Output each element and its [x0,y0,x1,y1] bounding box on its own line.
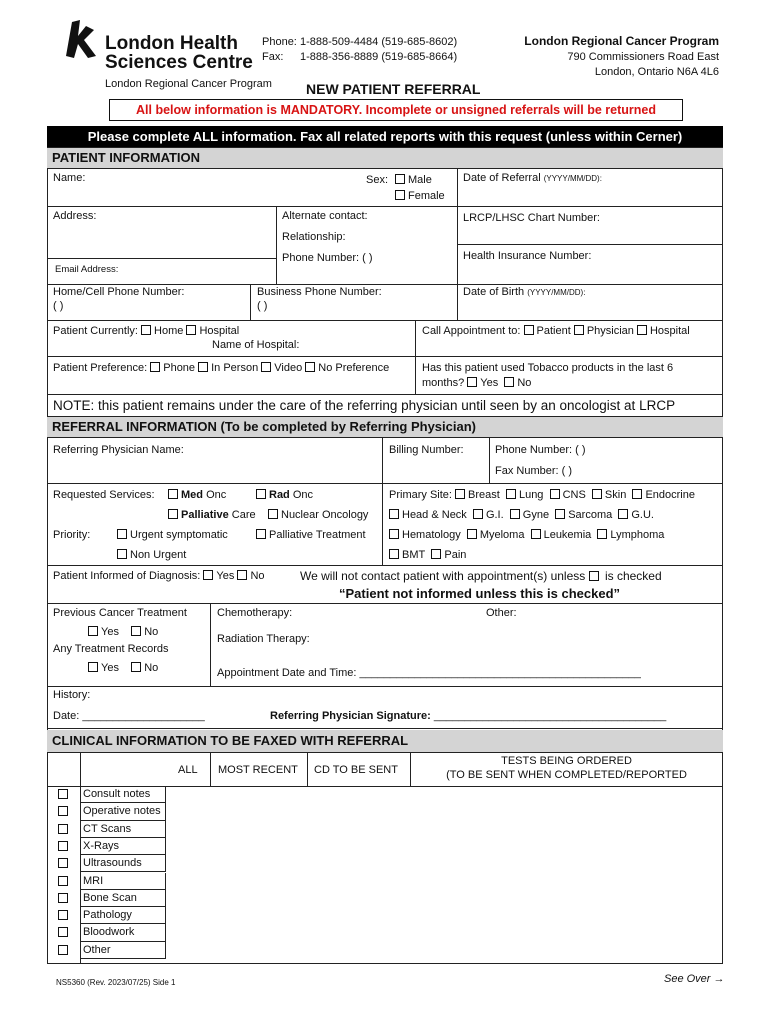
site-myeloma-checkbox[interactable] [467,529,477,539]
col-tests-2: (TO BE SENT WHEN COMPLETED/REPORTED [446,769,687,781]
site-pain-checkbox[interactable] [431,549,441,559]
home-phone-parens: ( ) [53,300,64,312]
clinical-item-label: Ultrasounds [80,855,166,872]
site-hematology-checkbox[interactable] [389,529,399,539]
phone-label: Phone: [262,36,297,48]
chart-number-label: LRCP/LHSC Chart Number: [463,212,600,224]
clinical-item-checkbox[interactable] [58,945,68,955]
dob-label: Date of Birth (YYYY/MM/DD): [463,286,586,298]
mandatory-notice: All below information is MANDATORY. Incomplete or unsigned referrals will be returned [109,99,683,121]
clinical-item-label: Bloodwork [80,924,166,941]
patient-currently: Patient Currently: Home Hospital [53,325,240,337]
fax-value: 1-888-356-8889 (519-685-8664) [300,51,458,63]
currently-home-checkbox[interactable] [141,325,151,335]
urgent-checkbox[interactable] [117,529,127,539]
contact-note: We will not contact patient with appointment(s) unless is checked [300,569,662,583]
address-line2: London, Ontario N6A 4L6 [594,66,719,78]
pref-none-checkbox[interactable] [305,362,315,372]
priority-urgent[interactable]: Urgent symptomatic [117,529,228,542]
clinical-item-checkbox[interactable] [58,841,68,851]
billing-number-label: Billing Number: [389,444,464,456]
service-rad-onc[interactable]: Rad Onc [256,489,313,502]
tobacco-no-checkbox[interactable] [504,377,514,387]
business-phone-parens: ( ) [257,300,268,312]
contact-checkbox[interactable] [589,571,599,581]
appointment-label: Appointment Date and Time: ______________________________________________ [217,667,641,679]
clinical-item-label: MRI [80,873,166,890]
clinical-item-checkbox[interactable] [58,876,68,886]
site-gi-checkbox[interactable] [473,509,483,519]
prev-yes-checkbox[interactable] [88,626,98,636]
alt-contact-label: Alternate contact: [282,210,368,222]
clinical-item-label: Bone Scan [80,890,166,907]
non-urgent-checkbox[interactable] [117,549,127,559]
informed-yes-checkbox[interactable] [203,570,213,580]
patient-informed: Patient Informed of Diagnosis: Yes No [53,570,265,582]
call-appointment: Call Appointment to: Patient Physician Hospital [422,325,690,337]
program-name: London Regional Cancer Program [524,34,719,48]
clinical-item-checkbox[interactable] [58,789,68,799]
nuclear-oncology-checkbox[interactable] [268,509,278,519]
col-most-recent: MOST RECENT [218,764,298,776]
pref-video-checkbox[interactable] [261,362,271,372]
primary-site-row3: Hematology Myeloma Leukemia Lymphoma [389,529,664,542]
org-name-line2: Sciences Centre [105,52,253,73]
primary-site-row2: Head & Neck G.I. Gyne Sarcoma G.U. [389,509,654,522]
site-breast-checkbox[interactable] [455,489,465,499]
alt-phone-label: Phone Number: ( ) [282,252,373,264]
priority-label: Priority: [53,529,91,541]
site-skin-checkbox[interactable] [592,489,602,499]
form-code: NS5360 (Rev. 2023/07/25) Side 1 [56,978,176,987]
org-name-line1: London Health [105,33,238,54]
referral-section-title: REFERRAL INFORMATION (To be completed by Referring Physician) [47,417,723,437]
see-over: See Over → [664,973,725,985]
referring-physician-label: Referring Physician Name: [53,444,184,456]
clinical-item-checkbox[interactable] [58,893,68,903]
sex-male[interactable]: Male [395,174,432,187]
patient-preference: Patient Preference: Phone In Person Video No Preference [53,362,390,374]
informed-no-checkbox[interactable] [237,570,247,580]
col-cd-to-be-sent: CD TO BE SENT [314,764,398,776]
physician-phone-label: Phone Number: ( ) [495,444,586,456]
physician-fax-label: Fax Number: ( ) [495,465,573,477]
site-bmt-checkbox[interactable] [389,549,399,559]
site-lymphoma-checkbox[interactable] [597,529,607,539]
site-cns-checkbox[interactable] [550,489,560,499]
other-treatment-label: Other: [486,607,517,619]
site-head-neck-checkbox[interactable] [389,509,399,519]
not-informed-note: “Patient not informed unless this is checked” [339,586,621,601]
prev-cancer-options: Yes No [88,626,158,639]
fax-label: Fax: [262,51,284,63]
tobacco-yes-checkbox[interactable] [467,377,477,387]
records-no-checkbox[interactable] [131,662,141,672]
call-patient-checkbox[interactable] [524,325,534,335]
service-nuclear-oncology[interactable]: Nuclear Oncology [268,509,368,522]
currently-hospital-checkbox[interactable] [186,325,196,335]
clinical-item-label: X-Rays [80,838,166,855]
history-label: History: [53,689,91,701]
tobacco-answer: months? Yes No [422,377,532,389]
org-subtitle: London Regional Cancer Program [105,78,272,90]
pref-in-person-checkbox[interactable] [198,362,208,372]
date-label: Date: ____________________ [53,710,205,722]
lhsc-logo-icon [64,18,100,60]
rad-onc-checkbox[interactable] [256,489,266,499]
col-all: ALL [178,764,198,776]
date-of-referral: Date of Referral (YYYY/MM/DD): [463,172,602,184]
clinical-item-checkbox[interactable] [58,910,68,920]
records-yes-checkbox[interactable] [88,662,98,672]
patient-section-title: PATIENT INFORMATION [47,148,723,168]
female-checkbox[interactable] [395,190,405,200]
signature-label: Referring Physician Signature: ______________________________________ [270,710,667,722]
clinical-item-label: Pathology [80,907,166,924]
primary-site-row4: BMT Pain [389,549,466,562]
phone-value: 1-888-509-4484 (519-685-8602) [300,36,458,48]
clinical-section-title: CLINICAL INFORMATION TO BE FAXED WITH REFERRAL [47,730,723,752]
clinical-item-checkbox[interactable] [58,858,68,868]
priority-non-urgent[interactable]: Non Urgent [117,549,186,562]
requested-services-label: Requested Services: [53,489,155,501]
prev-no-checkbox[interactable] [131,626,141,636]
business-phone-label: Business Phone Number: [257,286,382,298]
site-gyne-checkbox[interactable] [510,509,520,519]
clinical-item-checkbox[interactable] [58,824,68,834]
primary-site-row1: Primary Site: Breast Lung CNS Skin Endocrine [389,489,695,501]
col-tests-1: TESTS BEING ORDERED [501,755,632,767]
call-hospital-checkbox[interactable] [637,325,647,335]
records-options: Yes No [88,662,158,675]
site-gu-checkbox[interactable] [618,509,628,519]
service-med-onc[interactable]: Med Onc [168,489,226,502]
health-insurance-label: Health Insurance Number: [463,250,592,262]
site-lung-checkbox[interactable] [506,489,516,499]
relationship-label: Relationship: [282,231,346,243]
palliative-care-checkbox[interactable] [168,509,178,519]
clinical-item-label: CT Scans [80,821,166,838]
instruction-bar: Please complete ALL information. Fax all related reports with this request (unless within Cerner) [47,126,723,147]
name-of-hospital-label: Name of Hospital: [212,339,300,351]
radiation-label: Radiation Therapy: [217,633,310,645]
palliative-treatment-checkbox[interactable] [256,529,266,539]
service-palliative-care[interactable]: Palliative Care [168,509,256,522]
address-label: Address: [53,210,97,222]
priority-palliative[interactable]: Palliative Treatment [256,529,366,542]
clinical-item-label: Operative notes [80,803,166,820]
site-endocrine-checkbox[interactable] [632,489,642,499]
male-checkbox[interactable] [395,174,405,184]
site-sarcoma-checkbox[interactable] [555,509,565,519]
med-onc-checkbox[interactable] [168,489,178,499]
any-records-label: Any Treatment Records [53,643,169,655]
call-physician-checkbox[interactable] [574,325,584,335]
home-phone-label: Home/Cell Phone Number: [53,286,185,298]
address-line1: 790 Commissioners Road East [567,51,719,63]
name-label: Name: [53,172,86,184]
clinical-item-checkbox[interactable] [58,927,68,937]
prev-cancer-label: Previous Cancer Treatment [53,607,187,619]
chemotherapy-label: Chemotherapy: [217,607,293,619]
form-title: NEW PATIENT REFERRAL [306,81,481,97]
pref-phone-checkbox[interactable] [150,362,160,372]
clinical-item-checkbox[interactable] [58,806,68,816]
tobacco-question: Has this patient used Tobacco products in the last 6 [422,362,674,374]
email-label: Email Address: [55,264,119,275]
care-note: NOTE: this patient remains under the care of the referring physician until seen by an oncologist at LRCP [53,398,676,413]
sex-female[interactable]: Female [395,190,445,203]
site-leukemia-checkbox[interactable] [531,529,541,539]
clinical-item-label: Other [80,942,166,959]
clinical-item-label: Consult notes [80,786,166,803]
sex-label: Sex: [366,174,389,186]
